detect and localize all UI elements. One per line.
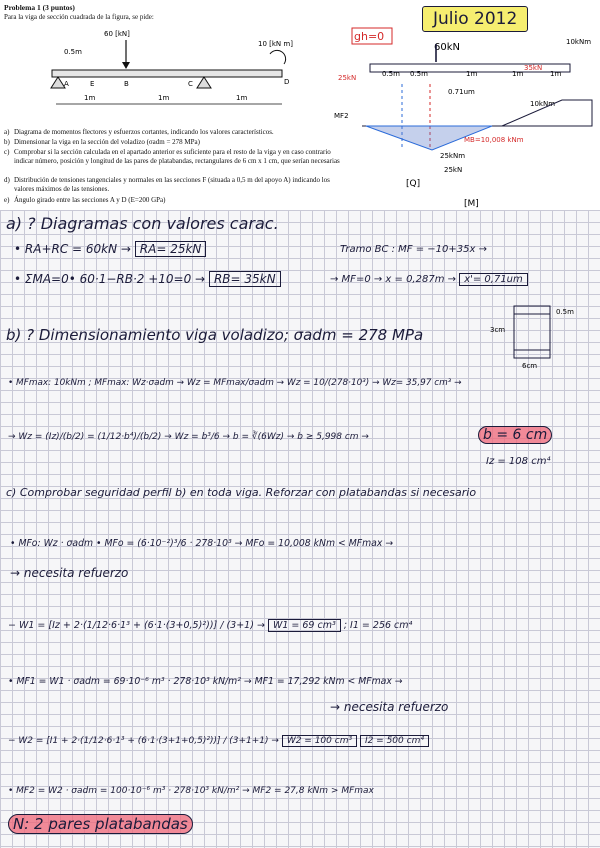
problem-title: Problema 1 (3 puntos) [4, 3, 75, 12]
c-line5: → necesita refuerzo [330, 700, 449, 714]
seg-3: 1m [466, 70, 478, 78]
c-line3: − W1 = [Iz + 2·(1/12·6·1³ + (6·1·(3+0,5)²))] / (3+1) → W1 = 69 cm³ ; I1 = 256 cm⁴ [8, 620, 413, 631]
force-label: 60 [kN] [104, 30, 130, 38]
a-right1: Tramo BC : MF = −10+35x → [340, 244, 487, 255]
problem-subtitle: Para la viga de sección cuadrada de la figura, se pide: [4, 13, 154, 21]
question-c: c) Comprobar si la sección calculada en el apartado anterior es suficiente para el resto de la viga y en caso contrario indicar número, posición y longitud de las pares de platabandas, rectangulares de 6 cm x 1 cm, que serían necesarias [4, 148, 340, 165]
sketch-force: 60kN [434, 42, 460, 53]
b-result: b = 6 cm [478, 426, 552, 444]
moment-label: 10 [kN m] [258, 40, 293, 48]
i2-result: I2 = 500 cm⁴ [360, 735, 429, 747]
point-e: E [90, 80, 95, 88]
a-right2: → MF=0 → x = 0,287m → x'= 0,71um [330, 274, 528, 285]
gh-label: gh=0 [354, 30, 385, 43]
sketch-xmark: 0.71um [448, 88, 475, 96]
sketch-rb: 35kN [524, 64, 543, 72]
sec-w: 6cm [522, 362, 538, 370]
sketch-shear: 10kNm [530, 100, 556, 108]
a-title: a) ? Diagramas con valores carac. [6, 214, 279, 233]
point-a: A [64, 80, 69, 88]
question-b: b) Dimensionar la viga en la sección del voladizo (σadm = 278 MPa) [4, 138, 200, 146]
sketch-moment: 10kNm [566, 38, 592, 46]
point-d: D [284, 78, 290, 86]
w1-result: W1 = 69 cm³ [268, 619, 341, 632]
c-line6: − W2 = [I1 + 2·(1/12·6·1³ + (6·1·(3+1+0,5)²))] / (3+1+1) → W2 = 100 cm³ I2 = 500 cm⁴ [8, 736, 429, 746]
beam-figure [0, 20, 352, 126]
span-1: 1m [84, 94, 96, 102]
question-e: e) Ángulo girado entre las secciones A y D (E=200 GPa) [4, 196, 166, 204]
span-3: 1m [236, 94, 248, 102]
cross-section [490, 302, 580, 372]
ra-result: RA= 25kN [135, 241, 207, 257]
question-d: d) Distribución de tensiones tangenciales y normales en las secciones F (situada a 0,5 m del apoyo A) indicando los valores máximos de las tensiones. [4, 176, 330, 193]
sketch-msym: [M] [464, 199, 479, 209]
span-2: 1m [158, 94, 170, 102]
point-c: C [188, 80, 193, 88]
b-line2: → Wz = (Iz)/(b/2) = (1/12·b⁴)/(b/2) → Wz = b³/6 → b = ∛(6Wz) → b ≥ 5,998 cm → [8, 432, 369, 442]
a-line1: • RA+RC = 60kN → RA= 25kN [14, 242, 206, 256]
sketch-mf: MF2 [334, 112, 349, 120]
question-a: a) Diagrama de momentos flectores y esfuerzos cortantes, indicando los valores característicos. [4, 128, 274, 136]
seg-4: 1m [512, 70, 524, 78]
sketch-v1: 25kNm [440, 152, 466, 160]
c-line2: → necesita refuerzo [10, 566, 129, 580]
sketch-mb: MB=10,008 kNm [464, 136, 524, 144]
sketch-v2: 25kN [444, 166, 463, 174]
point-b: B [124, 80, 129, 88]
b-title: b) ? Dimensionamiento viga voladizo; σadm = 278 MPa [6, 326, 424, 344]
w2-result: W2 = 100 cm³ [282, 735, 357, 747]
seg-2: 0.5m [410, 70, 428, 78]
sec-t: 0.5m [556, 308, 574, 316]
header-date: Julio 2012 [422, 6, 528, 32]
seg-5: 1m [550, 70, 562, 78]
hand-sketch [334, 0, 600, 210]
seg-1: 0.5m [382, 70, 400, 78]
c-line4: • MF1 = W1 · σadm = 69·10⁻⁶ m³ · 278·10³ kN/m² → MF1 = 17,292 kNm < MFmax → [8, 676, 403, 687]
c-line7: • MF2 = W2 · σadm = 100·10⁻⁶ m³ · 278·10³ kN/m² → MF2 = 27,8 kNm > MFmax [8, 786, 374, 796]
c-title: c) Comprobar seguridad perfil b) en toda viga. Reforzar con platabandas si necesario [6, 486, 477, 499]
problem-statement [0, 0, 352, 210]
sec-h: 3cm [490, 326, 506, 334]
b-iz: Iz = 108 cm⁴ [486, 456, 551, 467]
sketch-ra: 25kN [338, 74, 357, 82]
a-line2: • ΣMA=0• 60·1−RB·2 +10=0 → RB= 35kN [14, 272, 281, 286]
c-final: N: 2 pares platabandas [8, 814, 193, 834]
c-line1: • MFo: Wz · σadm • MFo = (6·10⁻²)³/6 · 278·10³ → MFo = 10,008 kNm < MFmax → [10, 538, 394, 549]
sketch-vsym: [Q] [406, 179, 421, 189]
sketch-diagram [334, 0, 600, 210]
rb-result: RB= 35kN [209, 271, 281, 287]
dist-label: 0.5m [64, 48, 82, 56]
b-line1: • MFmax: 10kNm ; MFmax: Wz·σadm → Wz = MFmax/σadm → Wz = 10/(278·10³) → Wz= 35,97 cm³ → [8, 378, 462, 388]
